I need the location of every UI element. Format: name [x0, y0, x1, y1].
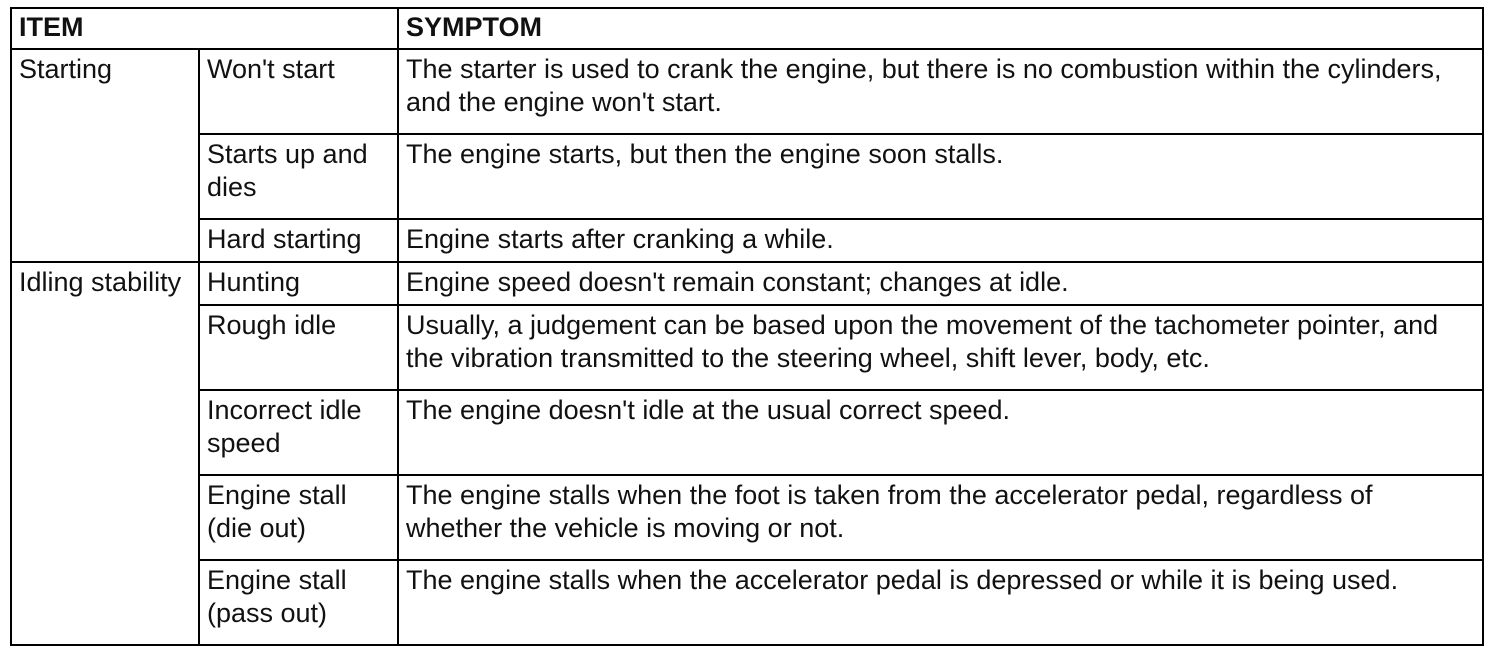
item-cell: Hunting — [199, 262, 398, 305]
table-row — [11, 305, 1483, 390]
item-cell: Engine stall (die out) — [199, 475, 398, 560]
item-cell: Hard starting — [199, 219, 398, 262]
item-cell: Rough idle — [199, 305, 398, 390]
table-row — [11, 390, 1483, 475]
table-row — [11, 560, 1483, 645]
symptom-cell: The engine doesn't idle at the usual correct speed. — [398, 390, 1483, 475]
item-cell: Won't start — [199, 49, 398, 134]
item-cell: Incorrect idle speed — [199, 390, 398, 475]
table-row — [11, 262, 1483, 305]
symptom-cell: Engine speed doesn't remain constant; changes at idle. — [398, 262, 1483, 305]
table-row — [11, 49, 1483, 134]
table-row — [11, 219, 1483, 262]
header-item: ITEM — [11, 8, 398, 49]
item-cell: Starts up and dies — [199, 134, 398, 219]
table-row — [11, 134, 1483, 219]
symptom-cell: Engine starts after cranking a while. — [398, 219, 1483, 262]
symptom-cell: The engine starts, but then the engine soon stalls. — [398, 134, 1483, 219]
symptom-cell: The engine stalls when the foot is taken from the accelerator pedal, regardless of whether the vehicle is moving or not. — [398, 475, 1483, 560]
symptom-cell: The starter is used to crank the engine, but there is no combustion within the cylinders, and the engine won't start. — [398, 49, 1483, 134]
header-row — [11, 8, 1483, 49]
item-cell: Engine stall (pass out) — [199, 560, 398, 645]
symptom-cell: The engine stalls when the accelerator pedal is depressed or while it is being used. — [398, 560, 1483, 645]
table-row — [11, 475, 1483, 560]
category-cell: Idling stability — [11, 262, 199, 645]
symptom-cell: Usually, a judgement can be based upon the movement of the tachometer pointer, and the vibration transmitted to the steering wheel, shift lever, body, etc. — [398, 305, 1483, 390]
category-cell: Starting — [11, 49, 199, 262]
header-symptom: SYMPTOM — [398, 8, 1483, 49]
symptom-table — [10, 7, 1484, 646]
